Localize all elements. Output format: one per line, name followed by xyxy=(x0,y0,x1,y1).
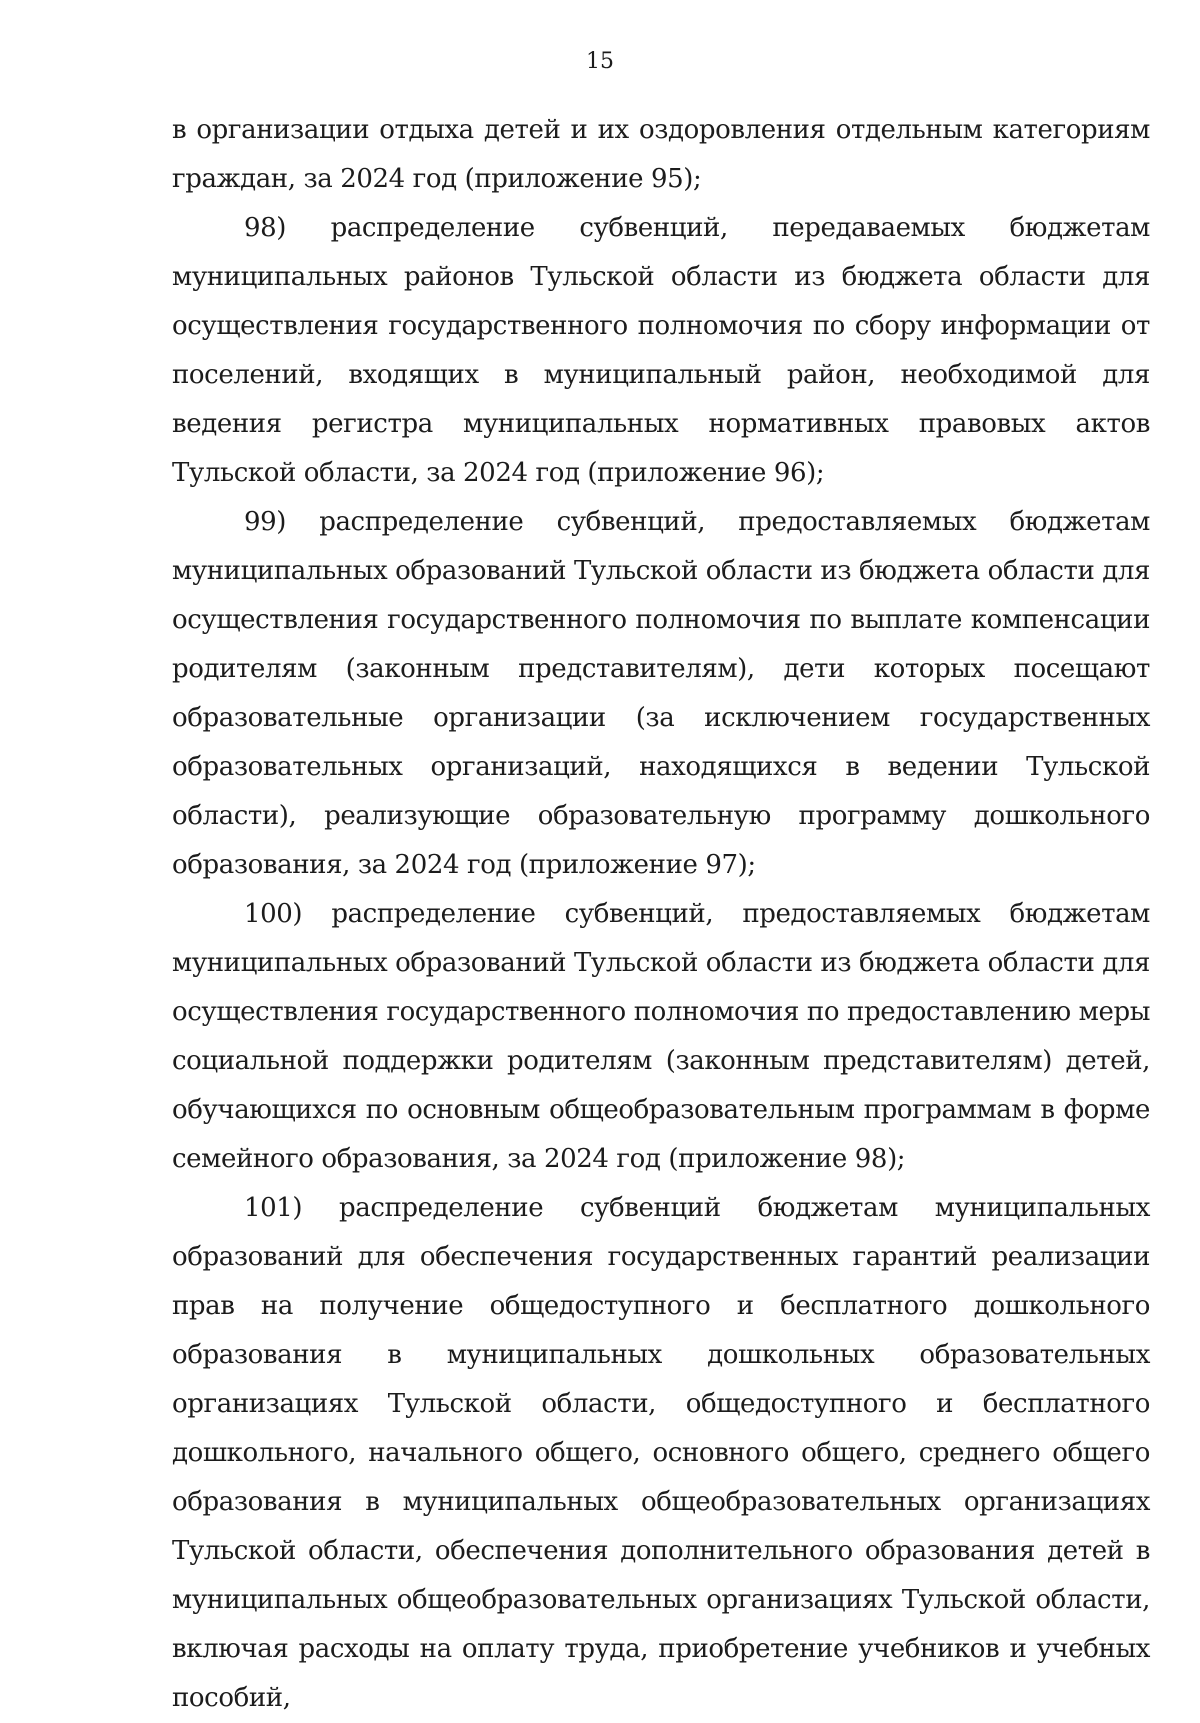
paragraph-continuation: в организации отдыха детей и их оздоровления отдельным категориям граждан, за 2024 год (приложение 95); xyxy=(172,115,1150,194)
paragraph-item-99: 99) распределение субвенций, предоставляемых бюджетам муниципальных образований Тульской области из бюджета области для осуществления государственного полномочия по выплате компенсации родителям (законным представителям), дети которых посещают образовательные организации (за исключением государственных образовательных организаций, находящихся в ведении Тульской области), реализующие образовательную программу дошкольного образования, за 2024 год (приложение 97); xyxy=(172,507,1150,880)
document-body xyxy=(172,106,1150,1723)
paragraph-item-98: 98) распределение субвенций, передаваемых бюджетам муниципальных районов Тульской области из бюджета области для осуществления государственного полномочия по сбору информации от поселений, входящих в муниципальный район, необходимой для ведения регистра муниципальных нормативных правовых актов Тульской области, за 2024 год (приложение 96); xyxy=(172,213,1150,488)
paragraph-item-100: 100) распределение субвенций, предоставляемых бюджетам муниципальных образований Тульской области из бюджета области для осуществления государственного полномочия по предоставлению меры социальной поддержки родителям (законным представителям) детей, обучающихся по основным общеобразовательным программам в форме семейного образования, за 2024 год (приложение 98); xyxy=(172,899,1150,1174)
page-number: 15 xyxy=(586,49,614,74)
paragraph-item-101: 101) распределение субвенций бюджетам муниципальных образований для обеспечения государственных гарантий реализации прав на получение общедоступного и бесплатного дошкольного образования в муниципальных дошкольных образовательных организациях Тульской области, общедоступного и бесплатного дошкольного, начального общего, основного общего, среднего общего образования в муниципальных общеобразовательных организациях Тульской области, обеспечения дополнительного образования детей в муниципальных общеобразовательных организациях Тульской области, включая расходы на оплату труда, приобретение учебников и учебных пособий, xyxy=(172,1193,1150,1713)
